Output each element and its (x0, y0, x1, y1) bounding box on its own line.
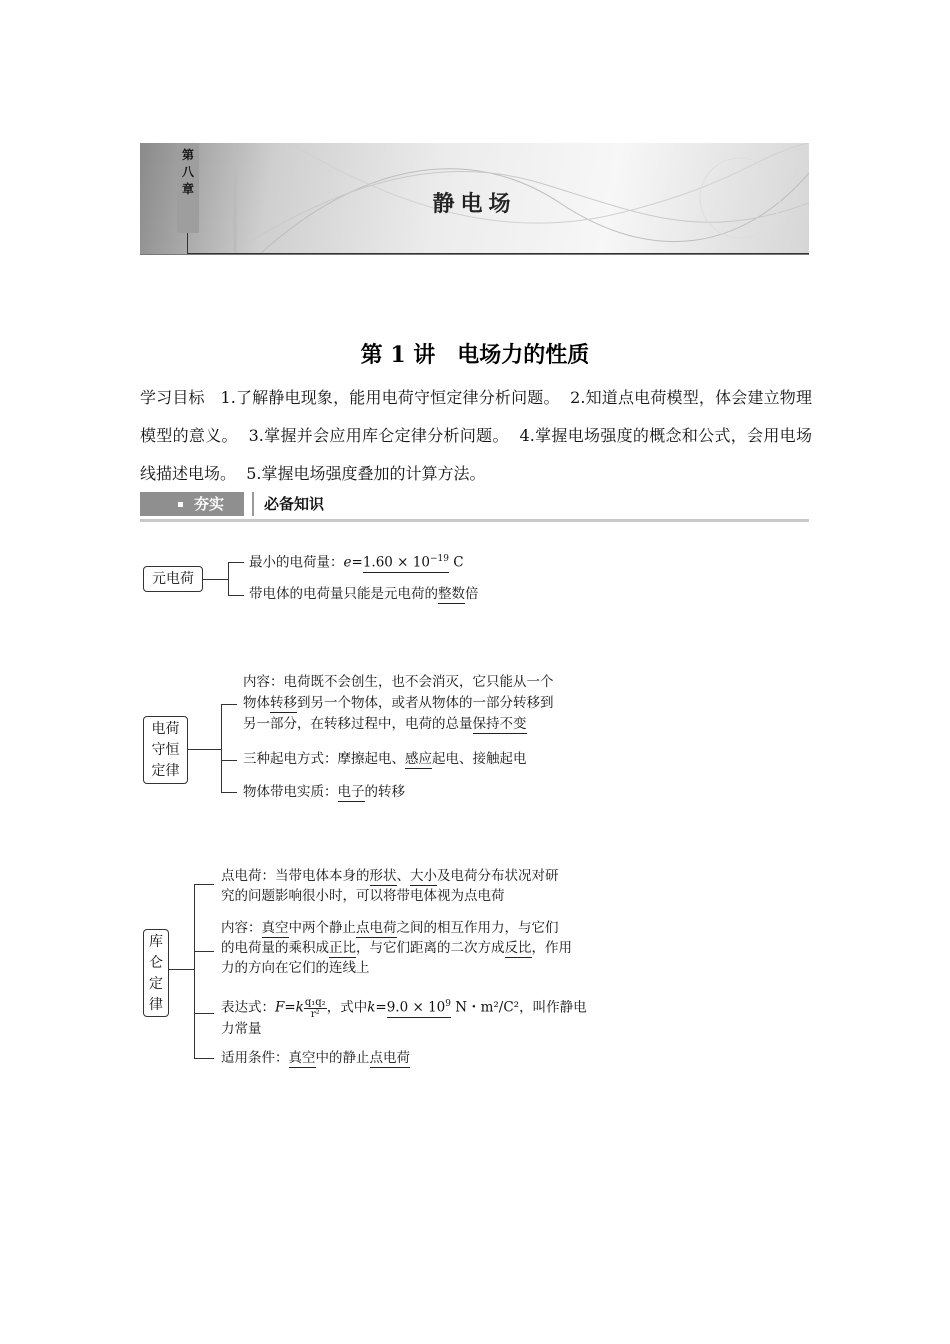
text-segment: 究的问题影响很小时，可以将带电体视为点电荷 (221, 888, 505, 904)
answer-blank: 大小 (410, 868, 437, 884)
answer-blank (387, 996, 451, 1018)
map-branch-text (221, 958, 370, 979)
goal-item: 3.掌握并会应用库仑定律分析问题。 (248, 426, 509, 445)
answer-text: 1.60 × 10 (362, 554, 430, 571)
answer-blank: 整数 (438, 586, 465, 602)
concept-node-coulombs-law (143, 929, 169, 1017)
symbol-F: F (275, 999, 285, 1016)
text-segment: 表达式： (221, 999, 275, 1016)
text-segment: 到另一个物体，或者从物体的一部分转移到 (297, 695, 554, 711)
text-segment: 的电荷量的乘积成 (221, 940, 329, 956)
fraction-numerator: q₁q₂ (304, 996, 326, 1008)
connector (169, 969, 194, 970)
node-label: 仑 (149, 955, 163, 971)
goal-item: 5.掌握电场强度叠加的计算方法。 (246, 464, 486, 483)
map-branch-text (243, 749, 527, 770)
map-branch-text (243, 782, 405, 803)
text-segment: C (448, 554, 464, 571)
symbol-e: e (343, 554, 352, 571)
answer-blank: 点电荷 (369, 1050, 410, 1066)
node-label: 律 (149, 997, 163, 1013)
answer-blank: 正比 (329, 940, 356, 956)
chapter-label-char: 八 (181, 165, 194, 179)
text-segment: 力的方向在它们的连线上 (221, 960, 370, 976)
text-segment: 的转移 (364, 784, 405, 800)
text-segment: 起电、接触起电 (432, 751, 527, 767)
text-segment: 、 (396, 868, 410, 884)
text-segment: N・m²/C²，叫作静电 (450, 999, 587, 1016)
text-segment: 倍 (465, 586, 479, 602)
concept-node-elementary-charge (143, 566, 203, 592)
text-segment: 中的静止 (315, 1050, 370, 1066)
answer-text: 9.0 × 10 (386, 999, 446, 1016)
section-title: 必备知识 (252, 492, 324, 516)
text-segment: 适用条件： (221, 1050, 289, 1066)
connector (228, 562, 229, 596)
map-branch-text (243, 693, 554, 714)
text-segment: 物体带电实质： (243, 784, 338, 800)
connector (194, 884, 214, 885)
connector (221, 704, 222, 793)
chapter-banner (140, 143, 809, 255)
answer-blank: 形状 (369, 868, 397, 884)
section-tag (140, 492, 244, 516)
section-header (140, 492, 809, 522)
coulomb-fraction (304, 997, 327, 1020)
answer-blank: 真空 (261, 920, 289, 936)
goals-label: 学习目标 (140, 388, 205, 407)
node-label: 库 (149, 934, 163, 950)
map-branch-text (221, 918, 559, 939)
node-label: 定 (149, 976, 163, 992)
goal-item: 2.知道点电荷模型，体会建立物理模型的意义。 (140, 388, 812, 445)
connector (203, 579, 228, 580)
text-segment: 内容：电荷既不会创生，也不会消灭，它只能从一个 (243, 674, 554, 690)
text-segment: 点电荷：当带电体本身的 (221, 868, 370, 884)
connector (194, 884, 195, 1059)
answer-blank: 转移 (270, 695, 297, 711)
connector (228, 595, 244, 596)
symbol-k: =k (284, 999, 304, 1016)
answer-blank: 感应 (405, 751, 432, 767)
text-segment: ，式中 (326, 999, 368, 1016)
connector (221, 760, 237, 761)
node-label: 守恒 (151, 742, 180, 758)
goal-item: 1.了解静电现象，能用电荷守恒定律分析问题。 (220, 388, 560, 407)
text-segment: 物体 (243, 695, 270, 711)
text-segment: = (351, 554, 363, 571)
connector (188, 749, 221, 750)
text-segment: 带电体的电荷量只能是元电荷的 (249, 586, 438, 602)
chapter-tab-stem (187, 233, 188, 254)
map-branch-text (221, 886, 505, 907)
answer-blank (363, 551, 449, 573)
banner-baseline (187, 253, 809, 254)
answer-blank: 点电荷 (356, 920, 397, 936)
text-segment: 内容： (221, 920, 262, 936)
text-segment: 及电荷分布状况对研 (437, 868, 559, 884)
goal-item: 4.掌握电场强度的概念和公式，会用电场线描述电场。 (140, 426, 812, 483)
map-branch-text (221, 996, 587, 1020)
text-segment: ，作用 (531, 940, 572, 956)
section-tag-label: 夯实 (194, 495, 225, 513)
connector (194, 1058, 214, 1059)
text-segment: 之间的相互作用力，与它们 (396, 920, 559, 936)
connector (194, 951, 214, 952)
chapter-label-char: 章 (181, 182, 194, 196)
connector (221, 792, 237, 793)
node-label: 定律 (151, 763, 180, 779)
text-segment: = (375, 999, 387, 1016)
lesson-title: 第 1 讲 电场力的性质 (360, 342, 590, 368)
map-branch-text (249, 584, 479, 605)
learning-goals (140, 379, 812, 493)
map-branch-text (249, 551, 464, 574)
chapter-label-char: 第 (181, 148, 194, 162)
fraction-denominator: r² (310, 1008, 320, 1020)
answer-blank: 保持不变 (472, 716, 527, 732)
answer-blank: 反比 (504, 940, 532, 956)
node-label: 电荷 (151, 721, 180, 737)
map-branch-text (243, 714, 527, 735)
map-branch-text (221, 1048, 410, 1069)
map-branch-text (221, 938, 572, 959)
node-label: 元电荷 (152, 571, 194, 587)
connector (228, 562, 244, 563)
text-segment: 三种起电方式：摩擦起电、 (243, 751, 405, 767)
chapter-title: 静电场 (432, 192, 517, 217)
exponent: 9 (445, 999, 451, 1009)
text-segment: 力常量 (221, 1021, 262, 1037)
concept-node-charge-conservation (143, 716, 188, 784)
exponent: −19 (429, 554, 449, 564)
text-segment: 中两个静止 (288, 920, 356, 936)
text-segment: 最小的电荷量： (249, 554, 344, 571)
map-branch-text (243, 672, 554, 693)
square-bullet-icon (178, 502, 183, 507)
answer-blank: 电子 (337, 784, 365, 800)
map-branch-text (221, 1019, 262, 1040)
connector (221, 704, 237, 705)
symbol-k: k (367, 999, 376, 1016)
answer-blank: 真空 (288, 1050, 316, 1066)
map-branch-text (221, 866, 559, 887)
text-segment: ，与它们距离的二次方成 (356, 940, 505, 956)
text-segment: 另一部分，在转移过程中，电荷的总量 (243, 716, 473, 732)
connector (194, 1013, 214, 1014)
